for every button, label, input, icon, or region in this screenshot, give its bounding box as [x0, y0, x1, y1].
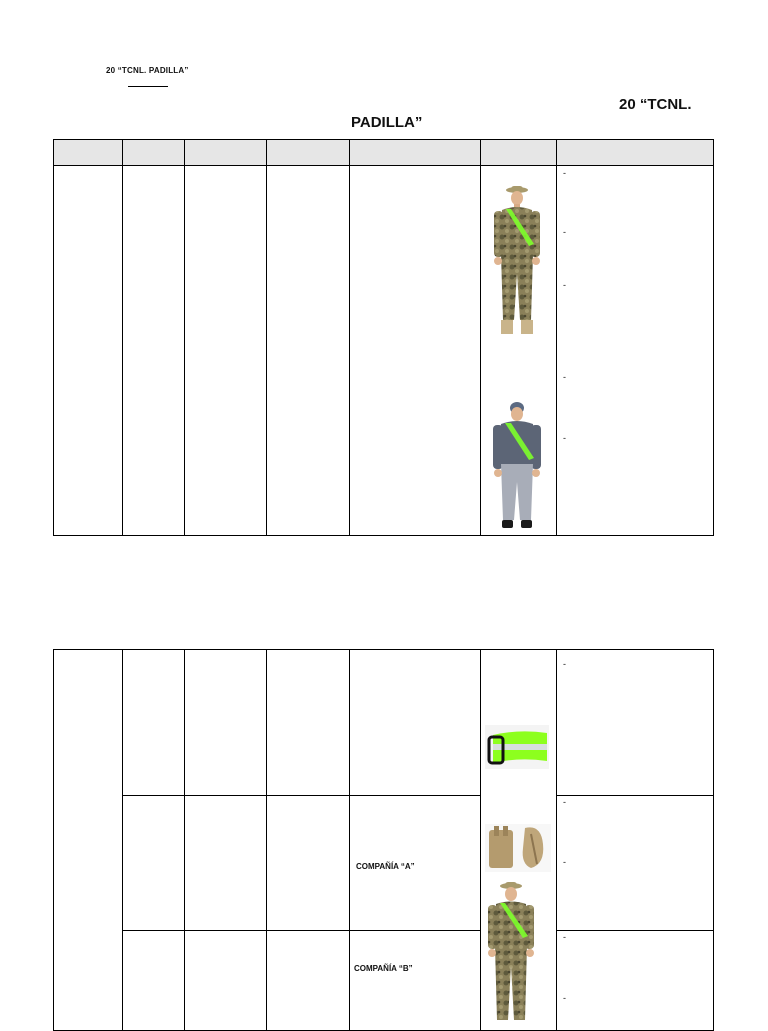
page-title-line-2: PADILLA”: [351, 114, 423, 131]
header-cell: [557, 140, 714, 166]
table-cell: [267, 931, 350, 1031]
header-cell: [267, 140, 350, 166]
table-cell: [54, 650, 123, 1031]
table-cell: [185, 166, 267, 536]
document-header-text: 20 “TCNL. PADILLA”: [106, 66, 189, 75]
bullet-dash: -: [563, 372, 566, 382]
table-cell: [350, 650, 481, 796]
page-title-line-1: 20 “TCNL.: [619, 96, 692, 113]
table-row: [54, 650, 714, 796]
notes-cell: [557, 166, 714, 536]
bullet-dash: -: [563, 227, 566, 237]
bullet-dash: -: [563, 168, 566, 178]
header-cell: [481, 140, 557, 166]
table-cell: [123, 166, 185, 536]
table-cell: [267, 166, 350, 536]
bullet-dash: -: [563, 993, 566, 1003]
company-cell: [350, 931, 481, 1031]
table-row: [54, 166, 714, 536]
reflective-belt-image: [485, 725, 549, 769]
header-cell: [185, 140, 267, 166]
image-cell: [481, 650, 557, 1031]
tracksuit-person-image: [489, 400, 545, 532]
bullet-dash: -: [563, 659, 566, 669]
table-cell: [123, 650, 185, 796]
table-row: [54, 796, 714, 931]
bullet-dash: -: [563, 433, 566, 443]
bullet-dash: -: [563, 932, 566, 942]
table-cell: [185, 931, 267, 1031]
table-cell: [185, 796, 267, 931]
uniform-table-2: [53, 649, 714, 1031]
camouflage-soldier-image: [489, 184, 545, 338]
hydration-pack-image: [485, 824, 551, 872]
bullet-dash: -: [563, 797, 566, 807]
bullet-dash: -: [563, 280, 566, 290]
header-cell: [350, 140, 481, 166]
table-cell: [185, 650, 267, 796]
camouflage-soldier-image: [483, 880, 539, 1026]
table-cell: [123, 796, 185, 931]
table-cell: [54, 166, 123, 536]
header-cell: [123, 140, 185, 166]
notes-cell: [557, 650, 714, 796]
notes-cell: [557, 796, 714, 931]
image-cell: [481, 166, 557, 536]
header-cell: [54, 140, 123, 166]
header-underline: [128, 86, 168, 87]
uniform-table-1: [53, 139, 714, 536]
table-header-row: [54, 140, 714, 166]
bullet-dash: -: [563, 857, 566, 867]
table-cell: [350, 166, 481, 536]
notes-cell: [557, 931, 714, 1031]
table-row: [54, 931, 714, 1031]
company-a-label: COMPAÑÍA “A”: [356, 862, 415, 871]
table-cell: [267, 796, 350, 931]
table-cell: [123, 931, 185, 1031]
table-cell: [267, 650, 350, 796]
company-b-label: COMPAÑÍA “B”: [354, 964, 413, 973]
company-cell: [350, 796, 481, 931]
